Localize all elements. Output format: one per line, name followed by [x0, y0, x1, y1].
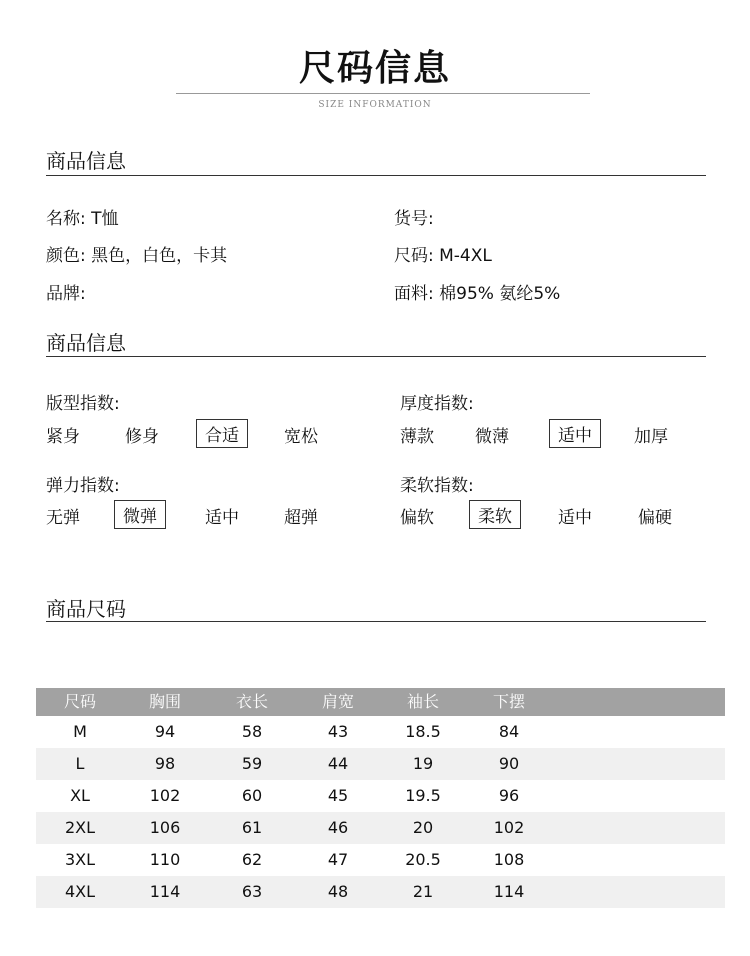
- table-header-cell: 肩宽: [321, 692, 355, 711]
- table-cell: XL: [70, 786, 90, 805]
- table-cell: 110: [149, 850, 181, 869]
- elasticity-option: 适中: [205, 508, 239, 528]
- table-cell: 59: [241, 754, 263, 773]
- table-cell: 48: [327, 882, 349, 901]
- thickness-option: 加厚: [634, 427, 668, 447]
- table-cell: 58: [241, 722, 263, 741]
- table-row: [36, 876, 725, 908]
- page-subtitle: SIZE INFORMATION: [318, 100, 432, 110]
- page-title: 尺码信息: [298, 48, 451, 89]
- table-cell: 19.5: [405, 786, 441, 805]
- table-header-cell: 袖长: [406, 692, 440, 711]
- table-cell: 19: [412, 754, 434, 773]
- table-cell: 114: [493, 882, 525, 901]
- product-fabric: 面料: 棉95% 氨纶5%: [394, 284, 561, 304]
- table-cell: 44: [327, 754, 349, 773]
- table-header-cell: 胸围: [148, 692, 182, 711]
- table-cell: 20: [412, 818, 434, 837]
- table-cell: 84: [498, 722, 520, 741]
- table-cell: 108: [493, 850, 525, 869]
- table-cell: 46: [327, 818, 349, 837]
- product-brand: 品牌:: [46, 284, 86, 304]
- thickness-option: 微薄: [475, 427, 509, 447]
- table-header-row: [36, 688, 725, 716]
- table-cell: 96: [498, 786, 520, 805]
- table-cell: 4XL: [64, 882, 96, 901]
- elasticity-option: 无弹: [46, 508, 80, 528]
- section-divider: [46, 175, 706, 176]
- elasticity-option: 超弹: [284, 508, 318, 528]
- fit-option-selected: 合适: [196, 419, 248, 448]
- table-cell: 94: [154, 722, 176, 741]
- table-header-cell: 衣长: [235, 692, 269, 711]
- table-row: [36, 812, 725, 844]
- elasticity-index-label: 弹力指数:: [46, 476, 120, 496]
- table-cell: 2XL: [64, 818, 96, 837]
- softness-option: 偏软: [400, 508, 434, 528]
- product-size: 尺码: M-4XL: [394, 246, 492, 266]
- table-cell: 43: [327, 722, 349, 741]
- product-item-no: 货号:: [394, 209, 434, 229]
- table-cell: M: [73, 722, 87, 741]
- table-row: [36, 780, 725, 812]
- elasticity-option-selected: 微弹: [114, 500, 166, 529]
- table-cell: 102: [149, 786, 181, 805]
- table-header-cell: 尺码: [63, 692, 97, 711]
- softness-option-selected: 柔软: [469, 500, 521, 529]
- thickness-option: 薄款: [400, 427, 434, 447]
- fit-option: 修身: [125, 427, 159, 447]
- table-cell: 63: [241, 882, 263, 901]
- size-chart-heading: 商品尺码: [46, 597, 126, 621]
- table-cell: 18.5: [405, 722, 441, 741]
- section-divider: [46, 621, 706, 622]
- table-cell: 21: [412, 882, 434, 901]
- table-cell: 62: [241, 850, 263, 869]
- size-table: [36, 688, 725, 908]
- fit-option: 宽松: [284, 427, 318, 447]
- table-row: [36, 716, 725, 748]
- softness-option: 偏硬: [638, 508, 672, 528]
- table-header-cell: 下摆: [492, 692, 526, 711]
- fit-index-label: 版型指数:: [46, 394, 120, 414]
- product-color: 颜色: 黑色，白色，卡其: [46, 246, 228, 266]
- table-cell: 114: [149, 882, 181, 901]
- table-cell: 61: [241, 818, 263, 837]
- table-cell: L: [75, 754, 85, 773]
- table-cell: 98: [154, 754, 176, 773]
- softness-index-label: 柔软指数:: [400, 476, 474, 496]
- thickness-index-label: 厚度指数:: [400, 394, 474, 414]
- product-info-heading: 商品信息: [46, 149, 126, 173]
- table-row: [36, 844, 725, 876]
- table-cell: 60: [241, 786, 263, 805]
- table-cell: 106: [149, 818, 181, 837]
- table-cell: 90: [498, 754, 520, 773]
- table-cell: 45: [327, 786, 349, 805]
- table-cell: 102: [493, 818, 525, 837]
- table-row: [36, 748, 725, 780]
- table-cell: 3XL: [64, 850, 96, 869]
- softness-option: 适中: [558, 508, 592, 528]
- fit-option: 紧身: [46, 427, 80, 447]
- section-divider: [46, 356, 706, 357]
- indices-heading: 商品信息: [46, 331, 126, 355]
- product-name: 名称: T恤: [46, 209, 119, 229]
- table-cell: 47: [327, 850, 349, 869]
- thickness-option-selected: 适中: [549, 419, 601, 448]
- title-divider: [176, 93, 590, 94]
- table-cell: 20.5: [405, 850, 441, 869]
